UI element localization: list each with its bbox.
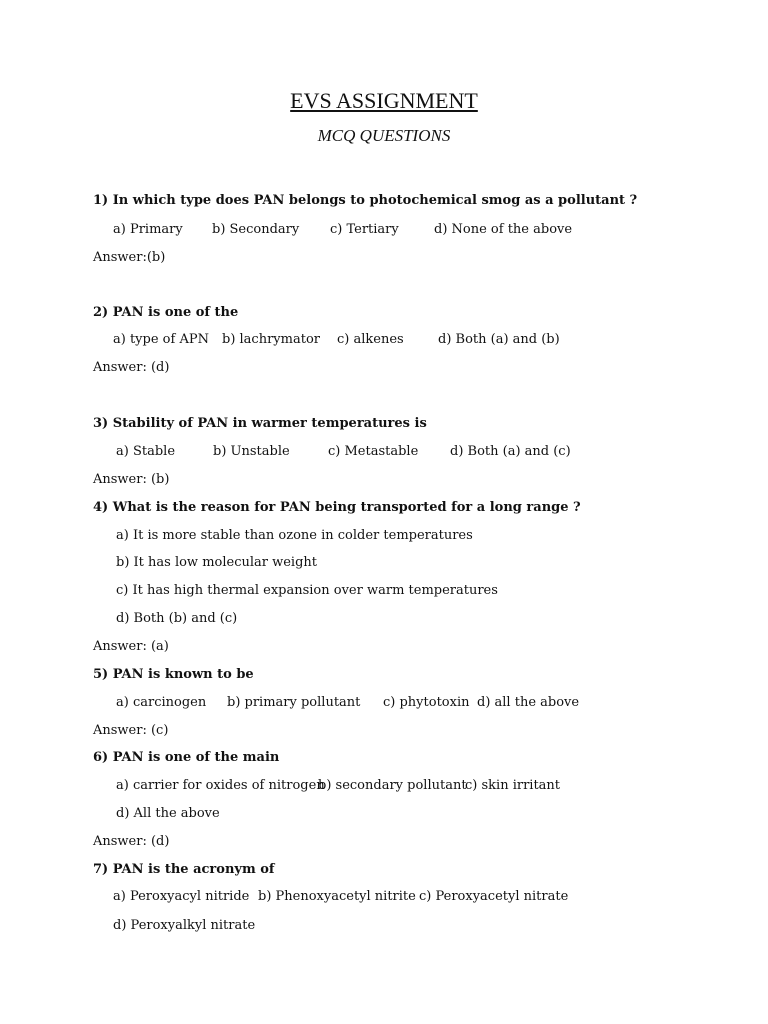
q1-option-c: c) Tertiary xyxy=(330,222,399,237)
q6-answer: Answer: (d) xyxy=(93,834,170,849)
q1-option-a: a) Primary xyxy=(113,222,183,237)
q7-option-d: d) Peroxyalkyl nitrate xyxy=(113,918,256,933)
q2-answer: Answer: (d) xyxy=(93,360,170,375)
q3-option-c: c) Metastable xyxy=(328,444,419,459)
q4-option-b: b) It has low molecular weight xyxy=(116,555,317,570)
q6-option-b: b) secondary pollutant xyxy=(318,778,467,793)
q4-answer: Answer: (a) xyxy=(93,639,169,654)
q2-option-a: a) type of APN xyxy=(113,332,209,347)
q2-option-c: c) alkenes xyxy=(337,332,404,347)
q6-option-c: c) skin irritant xyxy=(465,778,561,793)
q1-answer: Answer:(b) xyxy=(93,250,166,265)
question-2: 2) PAN is one of the xyxy=(93,305,239,320)
q5-option-a: a) carcinogen xyxy=(116,695,207,710)
question-1: 1) In which type does PAN belongs to photochemical smog as a pollutant ? xyxy=(93,193,638,208)
q5-option-b: b) primary pollutant xyxy=(227,695,361,710)
q7-option-b: b) Phenoxyacetyl nitrite xyxy=(258,889,416,904)
q5-option-d: d) all the above xyxy=(477,695,580,710)
question-5: 5) PAN is known to be xyxy=(93,667,254,682)
q1-option-d: d) None of the above xyxy=(434,222,573,237)
question-6: 6) PAN is one of the main xyxy=(93,750,280,765)
q3-option-a: a) Stable xyxy=(116,444,176,459)
question-4: 4) What is the reason for PAN being transported for a long range ? xyxy=(93,500,581,515)
q2-option-d: d) Both (a) and (b) xyxy=(438,332,560,347)
q1-option-b: b) Secondary xyxy=(212,222,300,237)
question-7: 7) PAN is the acronym of xyxy=(93,862,275,877)
q5-option-c: c) phytotoxin xyxy=(383,695,470,710)
q3-option-b: b) Unstable xyxy=(213,444,290,459)
q7-option-c: c) Peroxyacetyl nitrate xyxy=(419,889,569,904)
question-3: 3) Stability of PAN in warmer temperatures is xyxy=(93,416,427,431)
q6-option-d: d) All the above xyxy=(116,806,220,821)
q3-answer: Answer: (b) xyxy=(93,472,170,487)
q2-option-b: b) lachrymator xyxy=(222,332,320,347)
q4-option-d: d) Both (b) and (c) xyxy=(116,611,238,626)
q4-option-a: a) It is more stable than ozone in colder temperatures xyxy=(116,528,473,543)
document-subtitle: MCQ QUESTIONS xyxy=(317,126,451,145)
q5-answer: Answer: (c) xyxy=(93,723,169,738)
q6-option-a: a) carrier for oxides of nitrogen xyxy=(116,778,325,793)
q4-option-c: c) It has high thermal expansion over warm temperatures xyxy=(116,583,498,598)
q3-option-d: d) Both (a) and (c) xyxy=(450,444,571,459)
document-title: EVS ASSIGNMENT xyxy=(290,88,478,113)
q7-option-a: a) Peroxyacyl nitride xyxy=(113,889,250,904)
